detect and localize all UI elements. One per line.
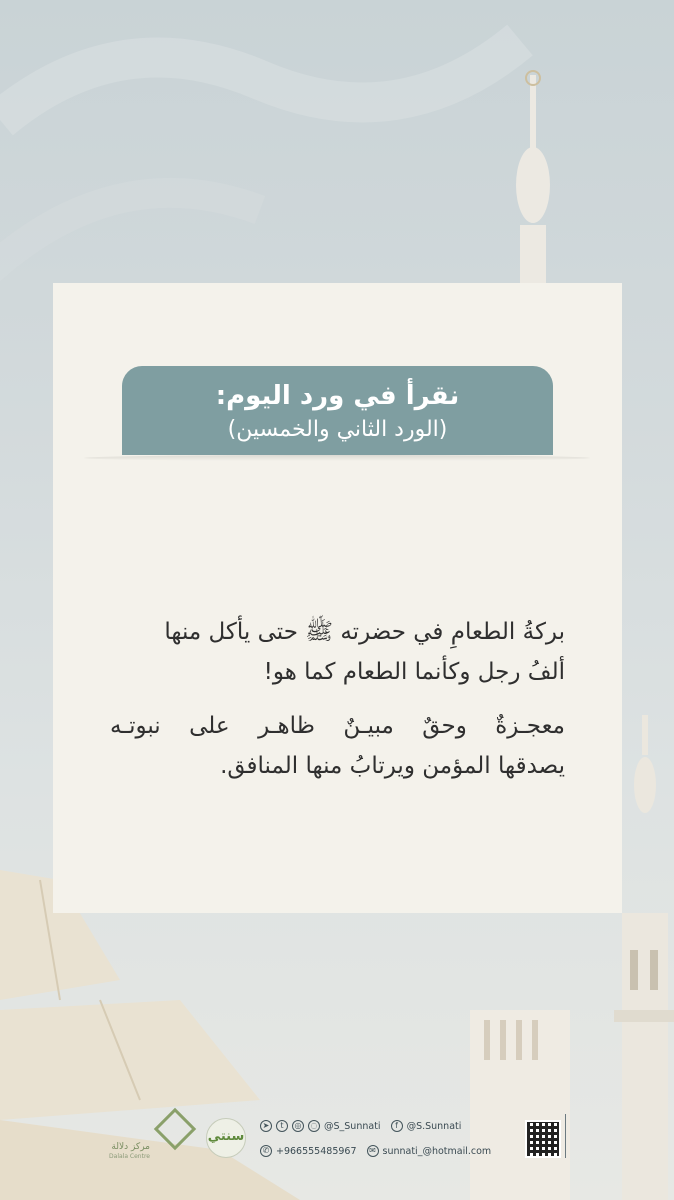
whatsapp-icon[interactable]: ✆ [260,1145,272,1157]
body-line-3: معجـزةٌ وحقٌ مبيـنٌ ظاهـر على نبوتـه [110,713,565,739]
email-icon[interactable]: ✉ [367,1145,379,1157]
minaret-center [470,1010,570,1200]
footer-divider [565,1114,566,1158]
social-row-2 [260,1145,491,1157]
banner-title: نقرأ في ورد اليوم: [215,381,460,411]
dalala-mark-icon [154,1108,196,1150]
body-line-1: بركةُ الطعامِ في حضرته ﷺ حتى يأكل منها [164,619,565,645]
banner-subtitle: (الورد الثاني والخمسين) [227,417,448,442]
phone-number[interactable]: +966555485967 [276,1145,357,1157]
snapchat-icon[interactable]: ◌ [308,1120,320,1132]
twitter-icon[interactable]: t [276,1120,288,1132]
telegram-icon[interactable]: ➤ [260,1120,272,1132]
sunnati-logo: سنتي [206,1118,246,1158]
instagram-icon[interactable]: ◎ [292,1120,304,1132]
minaret-top [516,71,550,283]
banner-shadow [84,455,590,461]
body-line-2: ألفُ رجل وكأنما الطعام كما هو! [263,659,565,685]
body-text [110,612,565,786]
body-line-4: يصدقها المؤمن ويرتابُ منها المنافق. [220,753,565,779]
minaret-right [614,715,674,1200]
social-row-1 [260,1120,461,1132]
handle-s-sunnati[interactable]: @S_Sunnati [324,1120,381,1132]
title-banner [122,366,553,455]
facebook-icon[interactable]: f [391,1120,403,1132]
dalala-sub: Dalala Centre [109,1153,150,1160]
qr-code-icon[interactable] [525,1120,561,1158]
email-address[interactable]: sunnati_@hotmail.com [382,1145,492,1157]
handle-s-dot-sunnati[interactable]: @S.Sunnati [406,1120,462,1132]
dalala-logo [108,1112,190,1162]
dalala-name: مركز دلالة [111,1142,150,1152]
